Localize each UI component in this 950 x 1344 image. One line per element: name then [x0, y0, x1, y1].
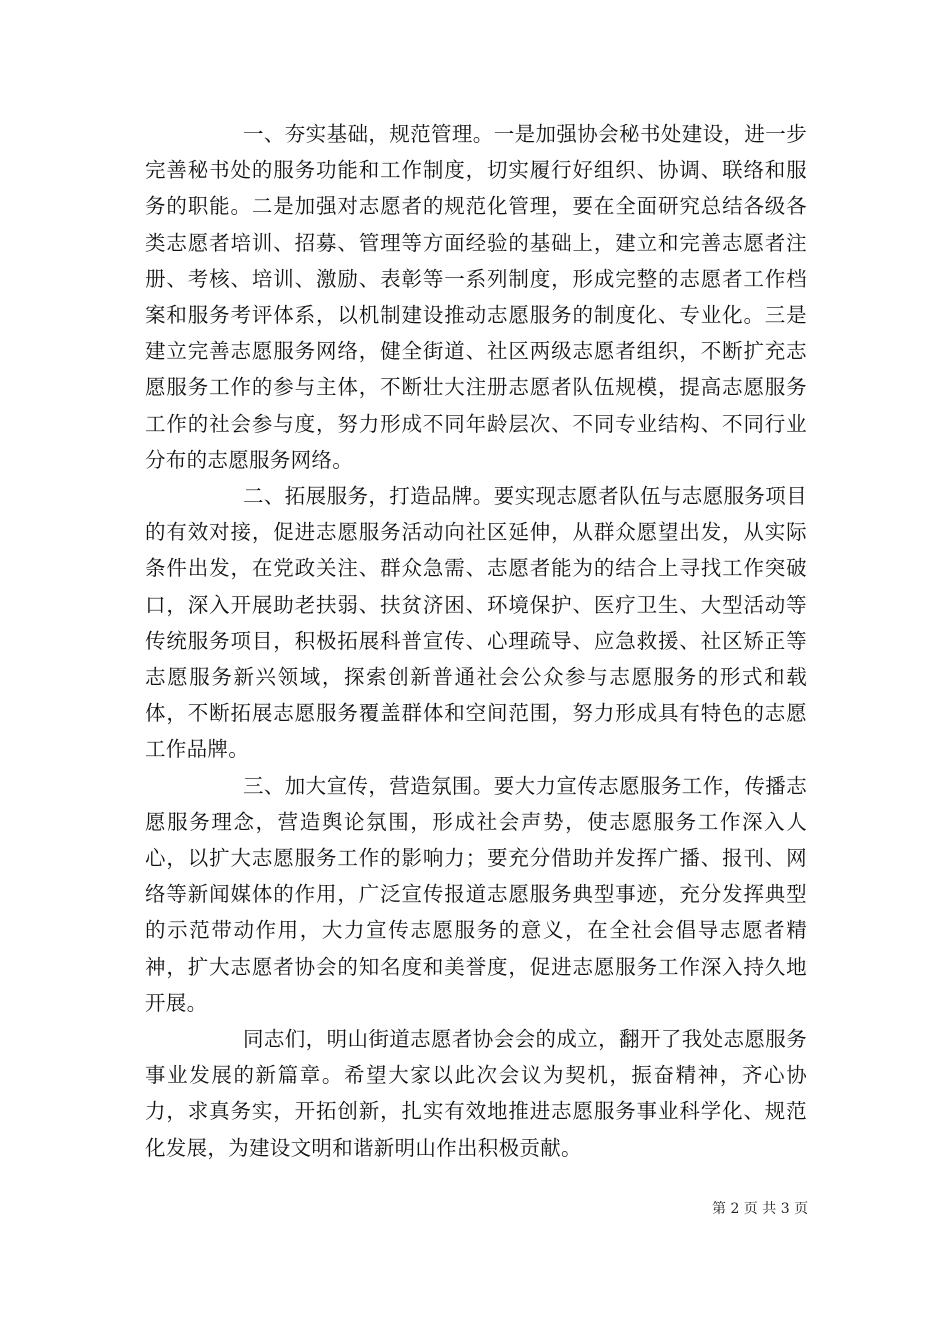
paragraph-closing: 同志们，明山街道志愿者协会会的成立，翻开了我处志愿服务事业发展的新篇章。希望大家以此次会议为契机，振奋精神，齐心协力，求真务实，开拓创新，扎实有效地推进志愿服务事业科学化、规范化发展，为建设文明和谐新明山作出积极贡献。 [145, 1027, 807, 1160]
paragraph-consolidate-foundation: 一、夯实基础，规范管理。一是加强协会秘书处建设，进一步完善秘书处的服务功能和工作制度，切实履行好组织、协调、联络和服务的职能。二是加强对志愿者的规范化管理，要在全面研究总结各级各类志愿者培训、招募、管理等方面经验的基础上，建立和完善志愿者注册、考核、培训、激励、表彰等一系列制度，形成完整的志愿者工作档案和服务考评体系，以机制建设推动志愿服务的制度化、专业化。三是建立完善志愿服务网络，健全街道、社区两级志愿者组织，不断扩充志愿服务工作的参与主体，不断壮大注册志愿者队伍规模，提高志愿服务工作的社会参与度，努力形成不同年龄层次、不同专业结构、不同行业分布的志愿服务网络。 [145, 122, 807, 472]
document-body [145, 116, 807, 1166]
page-number-footer: 第 2 页 共 3 页 [712, 1201, 809, 1217]
paragraph-expand-services: 二、拓展服务，打造品牌。要实现志愿者队伍与志愿服务项目的有效对接，促进志愿服务活动向社区延伸，从群众愿望出发，从实际条件出发，在党政关注、群众急需、志愿者能为的结合上寻找工作突破口，深入开展助老扶弱、扶贫济困、环境保护、医疗卫生、大型活动等传统服务项目，积极拓展科普宣传、心理疏导、应急救援、社区矫正等志愿服务新兴领域，探索创新普通社会公众参与志愿服务的形式和载体，不断拓展志愿服务覆盖群体和空间范围，努力形成具有特色的志愿工作品牌。 [145, 484, 807, 762]
paragraph-publicity: 三、加大宣传，营造氛围。要大力宣传志愿服务工作，传播志愿服务理念，营造舆论氛围，形成社会声势，使志愿服务工作深入人心，以扩大志愿服务工作的影响力；要充分借助并发挥广播、报刊、网络等新闻媒体的作用，广泛宣传报道志愿服务典型事迹，充分发挥典型的示范带动作用，大力宣传志愿服务的意义，在全社会倡导志愿者精神，扩大志愿者协会的知名度和美誉度，促进志愿服务工作深入持久地开展。 [145, 773, 807, 1015]
